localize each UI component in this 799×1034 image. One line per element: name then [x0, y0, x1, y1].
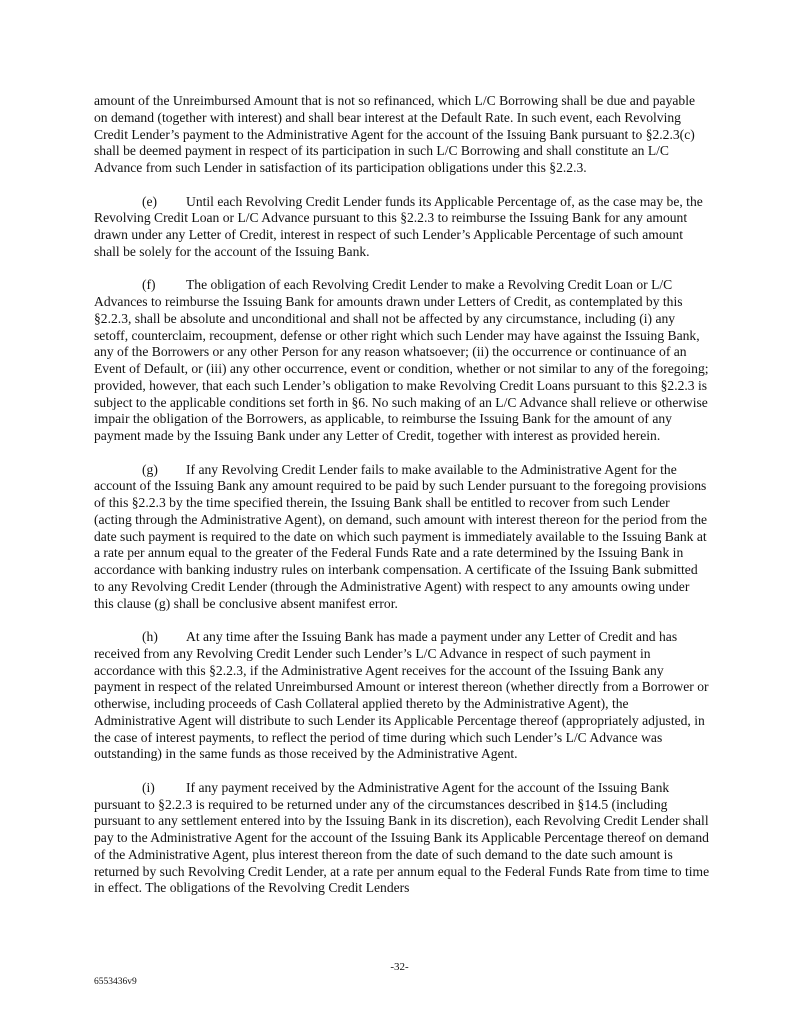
paragraph-text: If any Revolving Credit Lender fails to make available to the Administrative Agent for the account of the Issuing Bank any amount required to be paid by such Lender pursuant to the foregoing provisions of this §2.2.3 by the time specified therein, the Issuing Bank shall be entitled to recover from such Lender (acting through the Administrative Agent), on demand, such amount with interest thereon for the period from the date such payment is required to the date on which such payment is immediately available to the Issuing Bank at a rate per annum equal to the greater of the Federal Funds Rate and a rate determined by the Issuing Bank in accordance with banking industry rules on interbank compensation. A certificate of the Issuing Bank submitted to any Revolving Credit Lender (through the Administrative Agent) with respect to any amounts owing under this clause (g) shall be conclusive absent manifest error.: [94, 461, 708, 611]
paragraph-text: At any time after the Issuing Bank has made a payment under any Letter of Credit and has received from any Revolving Credit Lender such Lender’s L/C Advance in respect of such payment in accordance with this §2.2.3, if the Administrative Agent receives for the account of the Issuing Bank any payment in respect of the related Unreimbursed Amount or interest thereon (whether directly from a Borrower or otherwise, including proceeds of Cash Collateral applied thereto by the Administrative Agent), the Administrative Agent will distribute to such Lender its Applicable Percentage thereof (appropriately adjusted, in the case of interest payments, to reflect the period of time during which such Lender’s L/C Advance was outstanding) in the same funds as those received by the Administrative Agent.: [94, 629, 709, 762]
paragraph-text: Until each Revolving Credit Lender funds its Applicable Percentage of, as the case may be, the Revolving Credit Loan or L/C Advance pursuant to this §2.2.3 to reimburse the Issuing Bank for any amount drawn under any Letter of Credit, interest in respect of such Lender’s Applicable Percentage of such amount shall be solely for the account of the Issuing Bank.: [94, 193, 703, 259]
paragraph-marker: (i): [142, 779, 155, 795]
paragraph-i: [94, 780, 710, 897]
paragraph-marker: (g): [142, 461, 158, 477]
paragraph-continuation: [94, 93, 710, 177]
paragraph-text: If any payment received by the Administrative Agent for the account of the Issuing Bank pursuant to §2.2.3 is required to be returned under any of the circumstances described in §14.5 (including pursuant to any settlement entered into by the Issuing Bank in its discretion), each Revolving Credit Lender shall pay to the Administrative Agent for the account of the Issuing Bank its Applicable Percentage thereof on demand of the Administrative Agent, plus interest thereon from the date of such demand to the date such amount is returned by such Revolving Credit Lender, at a rate per annum equal to the Federal Funds Rate from time to time in effect. The obligations of the Revolving Credit Lenders: [94, 779, 710, 896]
paragraph-h: [94, 629, 710, 763]
document-id: 6553436v9: [94, 977, 137, 987]
paragraph-text: The obligation of each Revolving Credit Lender to make a Revolving Credit Loan or L/C Advances to reimburse the Issuing Bank for amounts drawn under Letters of Credit, as contemplated by this §2.2.3, shall be absolute and unconditional and shall not be affected by any circumstance, including (i) any setoff, counterclaim, recoupment, defense or other right which such Lender may have against the Issuing Bank, any of the Borrowers or any other Person for any reason whatsoever; (ii) the occurrence or continuance of an Event of Default, or (iii) any other occurrence, event or condition, whether or not similar to any of the foregoing; provided, however, that each such Lender’s obligation to make Revolving Credit Loans pursuant to this §2.2.3 is subject to the applicable conditions set forth in §6. No such making of an L/C Advance shall relieve or otherwise impair the obligation of the Borrowers, as applicable, to reimburse the Issuing Bank for the amount of any payment made by the Issuing Bank under any Letter of Credit, together with interest as provided herein.: [94, 277, 709, 443]
paragraph-marker: (e): [142, 193, 158, 209]
document-body: [94, 93, 710, 914]
paragraph-f: [94, 277, 710, 445]
paragraph-marker: (h): [142, 629, 158, 644]
paragraph-text: amount of the Unreimbursed Amount that is not so refinanced, which L/C Borrowing shall be due and payable on demand (together with interest) and shall bear interest at the Default Rate. In such event, each Revolving Credit Lender’s payment to the Administrative Agent for the account of the Issuing Bank pursuant to §2.2.3(c) shall be deemed payment in respect of its participation in such L/C Borrowing and shall constitute an L/C Advance from such Lender in satisfaction of its participation obligations under this §2.2.3.: [94, 93, 696, 175]
page-number: -32-: [390, 961, 409, 973]
paragraph-e: [94, 194, 710, 261]
paragraph-g: [94, 462, 710, 613]
paragraph-marker: (f): [142, 277, 156, 293]
